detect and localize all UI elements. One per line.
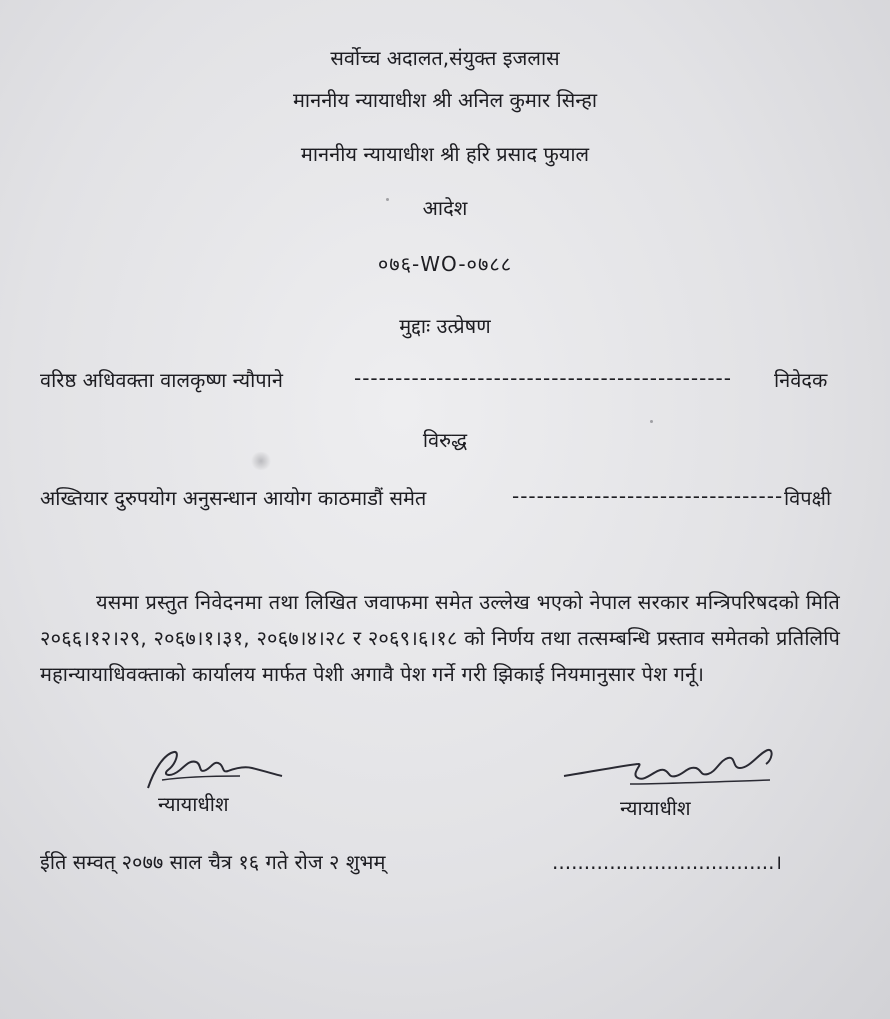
paper-speck — [386, 198, 389, 201]
judge-1: माननीय न्यायाधीश श्री अनिल कुमार सिन्हा — [292, 88, 598, 112]
respondent-name: अख्तियार दुरुपयोग अनुसन्धान आयोग काठमाडौं समेत — [40, 486, 427, 510]
order-body-paragraph — [40, 584, 840, 692]
case-number: ०७६-WO-०७८८ — [377, 252, 513, 276]
case-subject: मुद्दाः उत्प्रेषण — [399, 314, 491, 338]
judge-2: माननीय न्यायाधीश श्री हरि प्रसाद फुयाल — [300, 142, 590, 166]
paper-smudge — [250, 452, 272, 470]
order-body-text: यसमा प्रस्तुत निवेदनमा तथा लिखित जवाफमा समेत उल्लेख भएको नेपाल सरकार मन्त्रिपरिषदको मिति २०६६।१२।२९, २०६७।१।३१, २०६७।४।२८ र २०६९।६।१८ को निर्णय तथा तत्सम्बन्धि प्रस्ताव समेतको प्रतिलिपि महान्यायाधिवक्ताको कार्यालय मार्फत पेशी अगावै पेश गर्ने गरी झिकाई नियमानुसार पेश गर्नू। — [40, 590, 840, 686]
petitioner-role: निवेदक — [774, 368, 828, 392]
order-title: आदेश — [422, 196, 468, 220]
respondent-dash-leader: --------------------------------- — [512, 484, 784, 508]
right-signature-label: न्यायाधीश — [620, 796, 691, 820]
closing-statement: ईति सम्वत् २०७७ साल चैत्र १६ गते रोज २ शुभम् — [40, 850, 386, 874]
left-signature-label: न्यायाधीश — [158, 792, 229, 816]
right-judge-signature — [560, 742, 790, 798]
court-name: सर्वोच्च अदालत,संयुक्त इजलास — [330, 46, 560, 70]
versus-label: विरुद्ध — [422, 428, 468, 452]
respondent-role: विपक्षी — [784, 486, 832, 510]
closing-dot-leader: ...................................। — [552, 850, 783, 874]
paper-speck — [650, 420, 653, 423]
petitioner-name: वरिष्ठ अधिवक्ता वालकृष्ण न्यौपाने — [40, 368, 283, 392]
petitioner-dash-leader: ---------------------------------------------- — [354, 366, 732, 390]
